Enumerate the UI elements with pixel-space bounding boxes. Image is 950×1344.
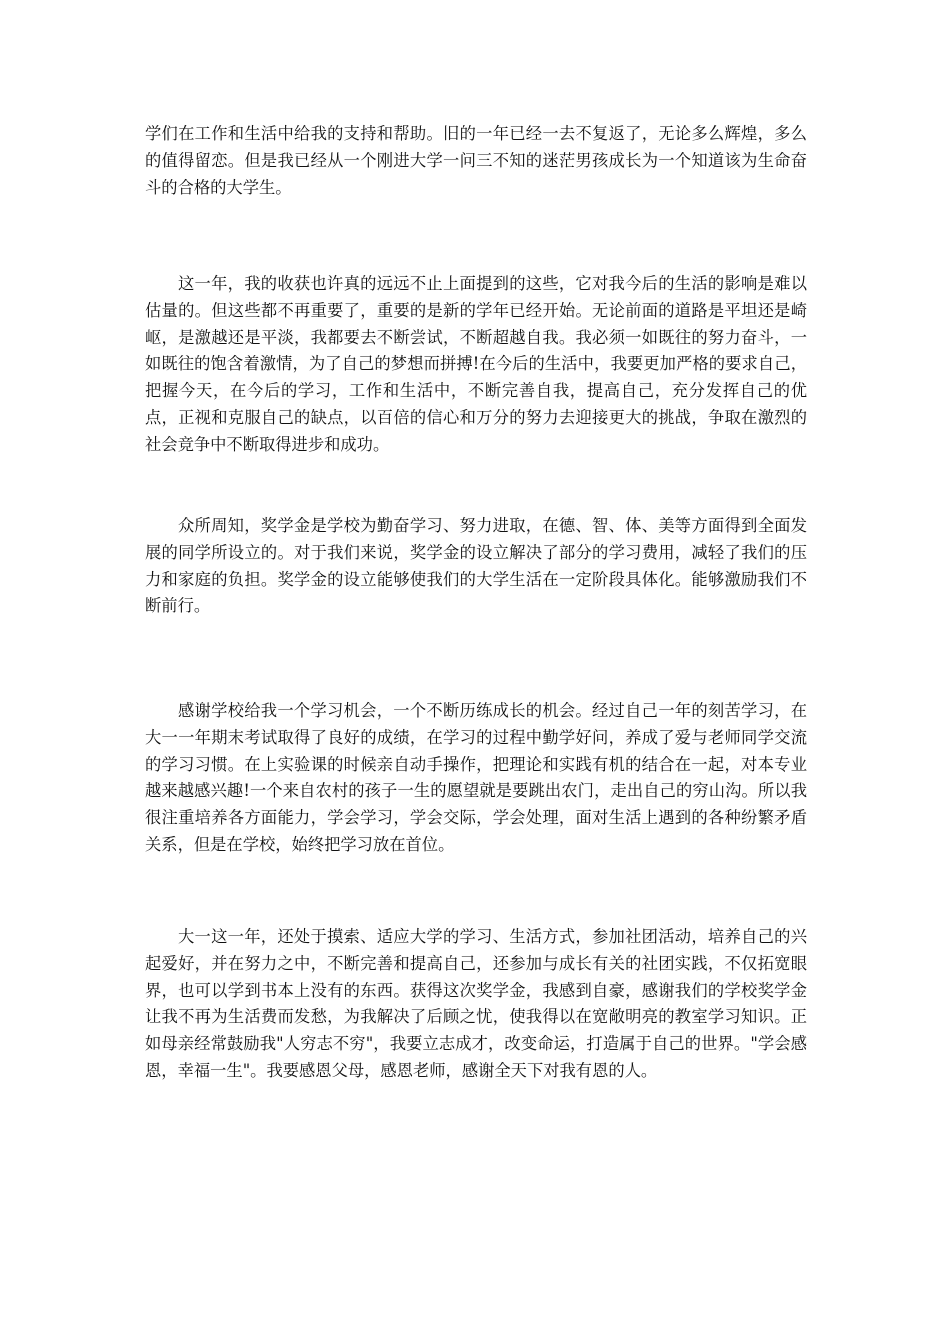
- paragraph-thanks-school: 感谢学校给我一个学习机会，一个不断历练成长的机会。经过自己一年的刻苦学习，在大一一年期末考试取得了良好的成绩，在学习的过程中勤学好问，养成了爱与老师同学交流的学习习惯。在上实验课的时候亲自动手操作，把理论和实践有机的结合在一起，对本专业越来越感兴趣!一个来自农村的孩子一生的愿望就是要跳出农门，走出自己的穷山沟。所以我很注重培养各方面能力，学会学习，学会交际，学会处理，面对生活上遇到的各种纷繁矛盾关系，但是在学校，始终把学习放在首位。: [145, 701, 807, 854]
- paragraph-scholarship-purpose: 众所周知，奖学金是学校为勤奋学习、努力进取，在德、智、体、美等方面得到全面发展的同学所设立的。对于我们来说，奖学金的设立解决了部分的学习费用，减轻了我们的压力和家庭的负担。奖学金的设立能够使我们的大学生活在一定阶段具体化。能够激励我们不断前行。: [145, 516, 807, 616]
- paragraph-year-reflection: 这一年，我的收获也许真的远远不止上面提到的这些，它对我今后的生活的影响是难以估量的。但这些都不再重要了，重要的是新的学年已经开始。无论前面的道路是平坦还是崎岖，是激越还是平淡，我都要去不断尝试，不断超越自我。我必须一如既往的努力奋斗，一如既往的饱含着激情，为了自己的梦想而拼搏!在今后的生活中，我要更加严格的要求自己，把握今天，在今后的学习，工作和生活中，不断完善自我，提高自己，充分发挥自己的优点，正视和克服自己的缺点，以百倍的信心和万分的努力去迎接更大的挑战，争取在激烈的社会竞争中不断取得进步和成功。: [145, 274, 807, 454]
- paragraph-continuation: 学们在工作和生活中给我的支持和帮助。旧的一年已经一去不复返了，无论多么辉煌，多么的值得留恋。但是我已经从一个刚进大学一问三不知的迷茫男孩成长为一个知道该为生命奋斗的合格的大学生。: [145, 124, 807, 197]
- paragraph-freshman-year: 大一这一年，还处于摸索、适应大学的学习、生活方式，参加社团活动，培养自己的兴起爱好，并在努力之中，不断完善和提高自己，还参加与成长有关的社团实践，不仅拓宽眼界，也可以学到书本上没有的东西。获得这次奖学金，我感到自豪，感谢我们的学校奖学金让我不再为生活费而发愁，为我解决了后顾之忧，使我得以在宽敞明亮的教室学习知识。正如母亲经常鼓励我"人穷志不穷"，我要立志成才，改变命运，打造属于自己的世界。"学会感恩，幸福一生"。我要感恩父母，感恩老师，感谢全天下对我有恩的人。: [145, 927, 807, 1080]
